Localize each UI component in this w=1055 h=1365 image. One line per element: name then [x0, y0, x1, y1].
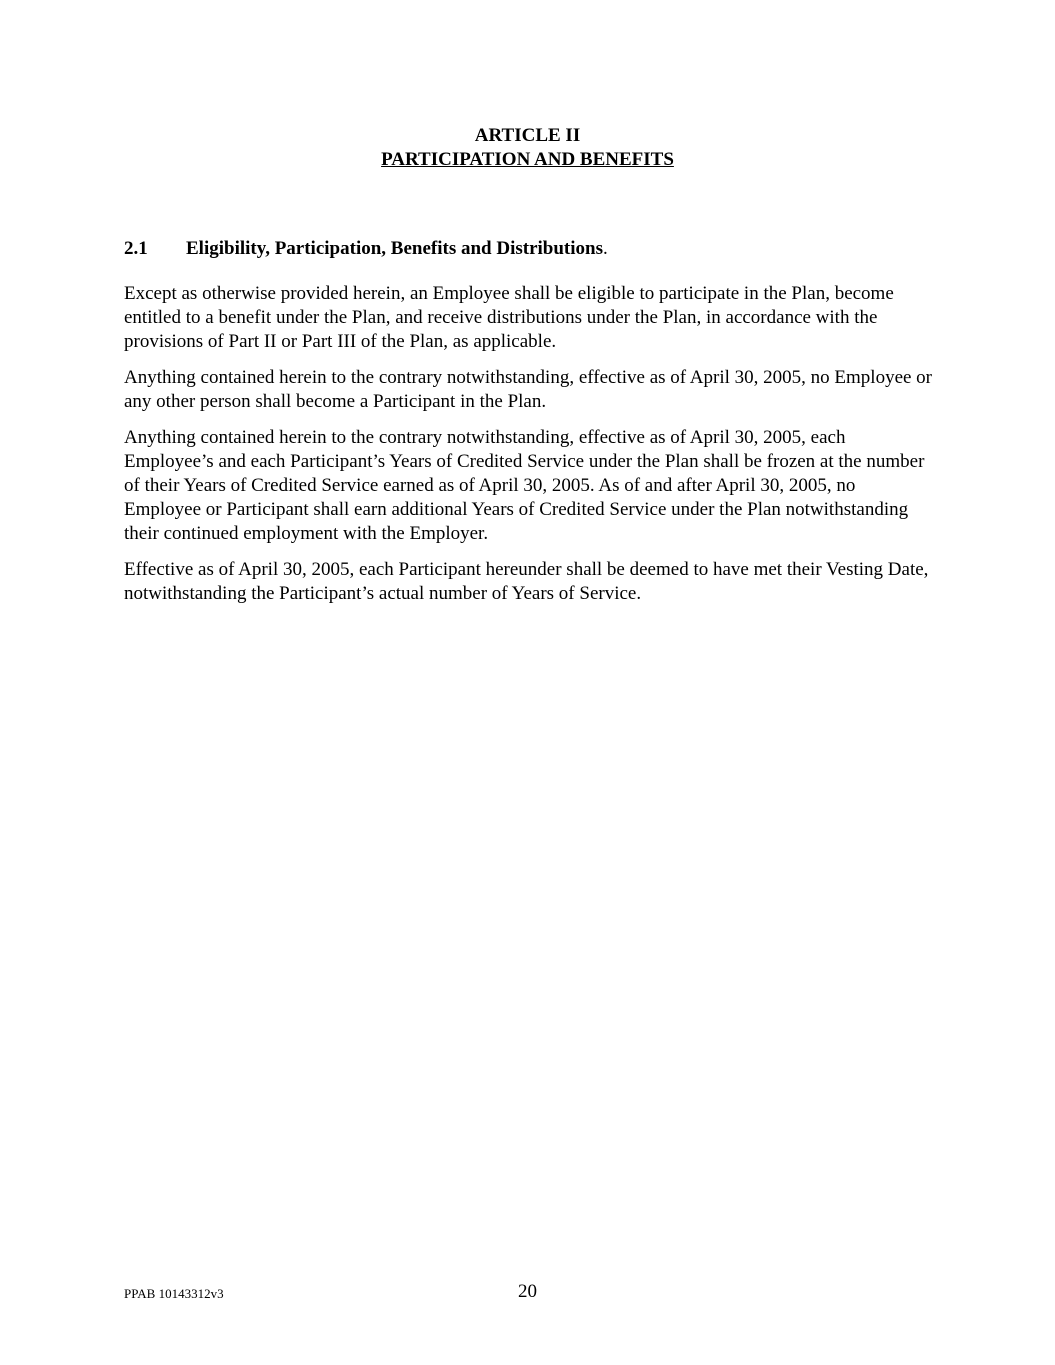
- article-subtitle: PARTICIPATION AND BENEFITS: [381, 149, 674, 170]
- article-heading: [0, 124, 1055, 172]
- section-heading: [124, 237, 934, 261]
- footer-document-id: PPAB 10143312v3: [124, 1286, 224, 1301]
- paragraph-credited-service-frozen: Anything contained herein to the contrary notwithstanding, effective as of April 30, 2005, each Employee’s and each Participant’s Years of Credited Service under the Plan shall be frozen at the number of their Years of Credited Service earned as of April 30, 2005. As of and after April 30, 2005, no Employee or Participant shall earn additional Years of Credited Service under the Plan notwithstanding their continued employment with the Employer.: [124, 427, 925, 544]
- section-number: 2.1: [124, 238, 148, 259]
- section-title-period: .: [603, 238, 608, 259]
- section-body: [124, 282, 936, 618]
- footer-page-number: 20: [518, 1281, 537, 1302]
- article-title: ARTICLE II: [474, 125, 581, 146]
- paragraph-vesting: Effective as of April 30, 2005, each Participant hereunder shall be deemed to have met their Vesting Date, notwithstanding the Participant’s actual number of Years of Service.: [124, 559, 929, 604]
- paragraph-eligibility: Except as otherwise provided herein, an Employee shall be eligible to participate in the Plan, become entitled to a benefit under the Plan, and receive distributions under the Plan, in accordance with the provisions of Part II or Part III of the Plan, as applicable.: [124, 283, 894, 352]
- paragraph-no-new-participants: Anything contained herein to the contrary notwithstanding, effective as of April 30, 2005, no Employee or any other person shall become a Participant in the Plan.: [124, 367, 933, 412]
- section-title: Eligibility, Participation, Benefits and Distributions: [186, 238, 603, 259]
